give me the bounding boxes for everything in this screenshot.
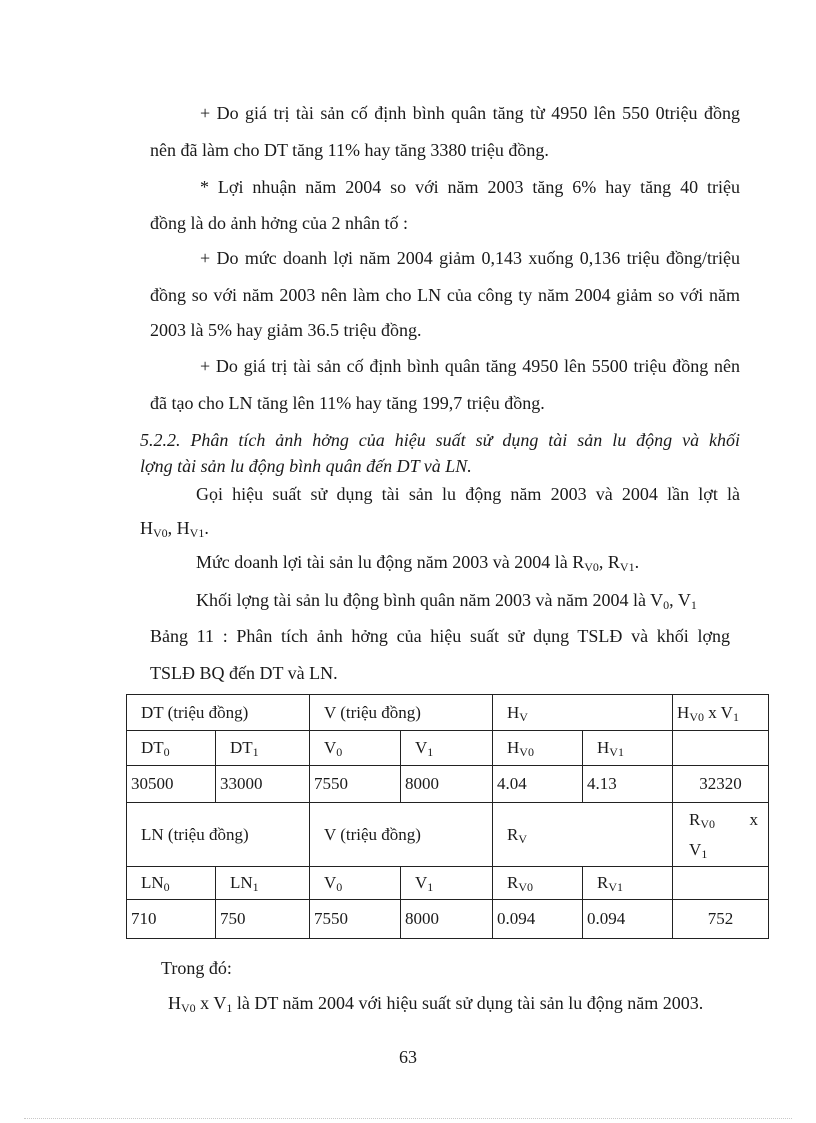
- table-cell: $H_V$: [493, 695, 673, 731]
- table-row: [127, 766, 769, 803]
- note-line: $H_{V0}$ x $V_1$ là DT năm 2004 với hiệu suất sử dụng tài sản lu động năm 2003.: [168, 993, 704, 1015]
- table-cell: $LN_1$: [216, 867, 310, 900]
- table-cell: DT (triệu đồng): [127, 695, 310, 731]
- table-cell: $V_1$: [401, 731, 493, 766]
- table-cell: [673, 731, 769, 766]
- table-cell: $V_0$: [310, 731, 401, 766]
- definition-line: Mức doanh lợi tài sản lu động năm 2003 và 2004 là $R_{V0}$, $R_{V1}$.: [196, 552, 640, 574]
- definition-line: $H_{V0}$, $H_{V1}$.: [140, 518, 209, 540]
- table-cell: $H_{V0}$: [493, 731, 583, 766]
- table-cell: $H_{V0}$ x $V_1$: [673, 695, 769, 731]
- table-cell: $R_{V0}$ x $V_1$: [673, 803, 769, 867]
- table-cell: 752: [673, 900, 769, 939]
- paragraph-line: nên đã làm cho DT tăng 11% hay tăng 3380 triệu đồng.: [150, 140, 549, 160]
- paragraph-line: + Do mức doanh lợi năm 2004 giảm 0,143 xuống 0,136 triệu đồng/triệu: [200, 248, 740, 268]
- definition-line: Gọi hiệu suất sử dụng tài sản lu động năm 2003 và 2004 lần lợt là: [196, 484, 740, 504]
- table-cell: 710: [127, 900, 216, 939]
- table-caption: Bảng 11 : Phân tích ảnh hởng của hiệu suất sử dụng TSLĐ và khối lợng: [150, 626, 730, 646]
- table-cell: 8000: [401, 900, 493, 939]
- table-cell: 32320: [673, 766, 769, 803]
- section-heading: 5.2.2. Phân tích ảnh hởng của hiệu suất sử dụng tài sản lu động và khối: [140, 430, 740, 450]
- table-row: [127, 803, 769, 867]
- section-heading: lợng tài sản lu động bình quân đến DT và LN.: [140, 456, 472, 476]
- table-cell: V (triệu đồng): [310, 803, 493, 867]
- table-cell: V (triệu đồng): [310, 695, 493, 731]
- table-cell: 30500: [127, 766, 216, 803]
- table-cell: $V_0$: [310, 867, 401, 900]
- paragraph-line: + Do giá trị tài sản cố định bình quân tăng 4950 lên 5500 triệu đồng nên: [200, 356, 740, 376]
- table-cell: $R_{V1}$: [583, 867, 673, 900]
- page-number: 63: [399, 1047, 417, 1067]
- paragraph-line: đồng so với năm 2003 nên làm cho LN của công ty năm 2004 giảm so với năm: [150, 285, 740, 305]
- table-cell: 7550: [310, 766, 401, 803]
- table-cell: 8000: [401, 766, 493, 803]
- table-cell: $LN_0$: [127, 867, 216, 900]
- paragraph-line: * Lợi nhuận năm 2004 so với năm 2003 tăng 6% hay tăng 40 triệu: [200, 177, 740, 197]
- table-cell: $DT_0$: [127, 731, 216, 766]
- page-bottom-rule: [24, 1118, 792, 1119]
- note-label: Trong đó:: [161, 958, 232, 978]
- table-cell: [673, 867, 769, 900]
- table-cell: $R_{V0}$: [493, 867, 583, 900]
- table-cell: 750: [216, 900, 310, 939]
- table-cell: 0.094: [493, 900, 583, 939]
- table-cell: 0.094: [583, 900, 673, 939]
- table-caption: TSLĐ BQ đến DT và LN.: [150, 663, 338, 683]
- paragraph-line: đã tạo cho LN tăng lên 11% hay tăng 199,7 triệu đồng.: [150, 393, 545, 413]
- table-cell: 4.04: [493, 766, 583, 803]
- table-cell: $R_V$: [493, 803, 673, 867]
- table-cell: 4.13: [583, 766, 673, 803]
- table-cell: $V_1$: [401, 867, 493, 900]
- table-row: [127, 695, 769, 731]
- paragraph-line: đồng là do ảnh hởng của 2 nhân tố :: [150, 213, 408, 233]
- analysis-table: [126, 694, 769, 939]
- table-row: [127, 867, 769, 900]
- table-cell: $H_{V1}$: [583, 731, 673, 766]
- table-row: [127, 731, 769, 766]
- paragraph-line: + Do giá trị tài sản cố định bình quân tăng từ 4950 lên 550 0triệu đồng: [200, 103, 740, 123]
- table-cell: LN (triệu đồng): [127, 803, 310, 867]
- table-cell: $DT_1$: [216, 731, 310, 766]
- table-cell: 33000: [216, 766, 310, 803]
- paragraph-line: 2003 là 5% hay giảm 36.5 triệu đồng.: [150, 320, 422, 340]
- table-row: [127, 900, 769, 939]
- definition-line: Khối lợng tài sản lu động bình quân năm 2003 và năm 2004 là $V_0$, $V_1$: [196, 590, 697, 612]
- table-cell: 7550: [310, 900, 401, 939]
